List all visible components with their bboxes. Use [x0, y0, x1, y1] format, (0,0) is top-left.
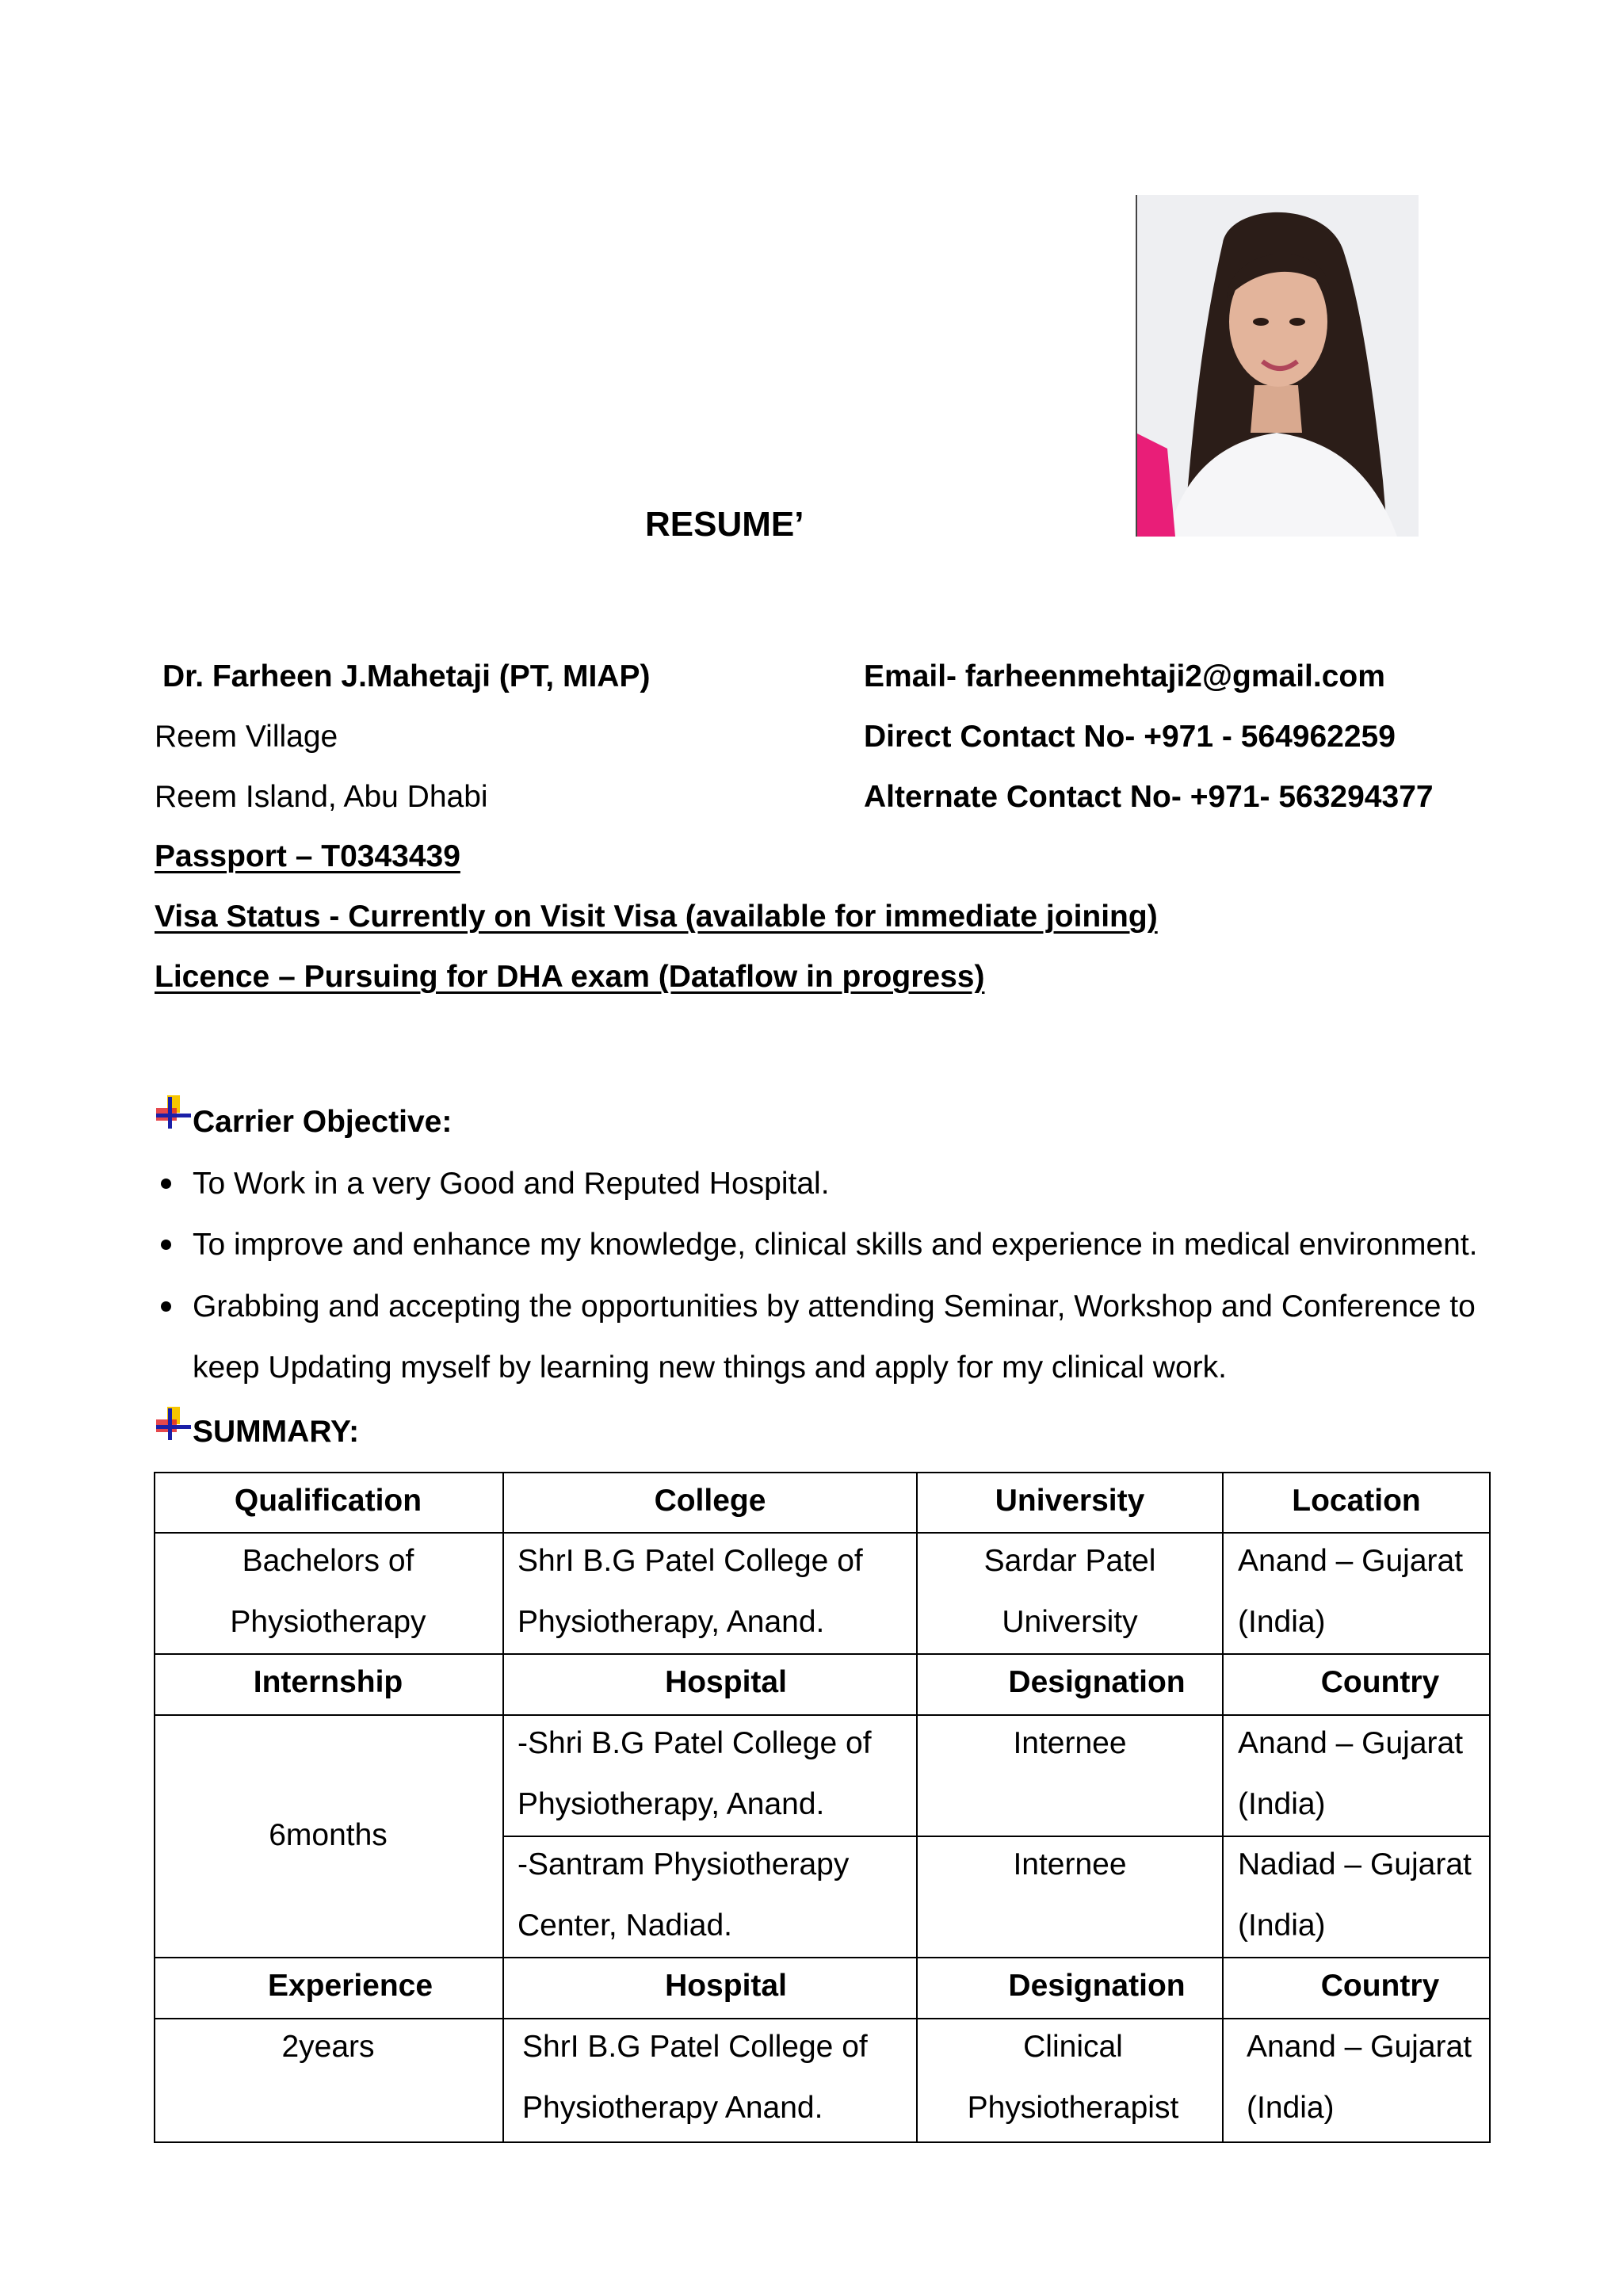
table-cell: Anand – Gujarat	[1238, 1544, 1464, 1578]
direct-contact-line: Direct Contact No- +971 - 564962259	[864, 720, 1396, 754]
profile-photo	[1136, 195, 1419, 537]
table-cell: (India)	[1238, 1787, 1326, 1821]
header-cell: Country	[1320, 1665, 1440, 1699]
email-line: Email- farheenmehtaji2@gmail.com	[864, 659, 1385, 693]
table-cell: Physiotherapy	[230, 1605, 426, 1639]
table-cell: -Shri B.G Patel College of	[517, 1726, 872, 1760]
table-cell: Clinical	[1023, 2030, 1123, 2064]
header-cell: Qualification	[234, 1484, 422, 1518]
table-cell: Internee	[1013, 1726, 1127, 1760]
summary-heading: SUMMARY:	[193, 1415, 360, 1449]
objective-item: To improve and enhance my knowledge, clinical skills and experience in medical environment.	[193, 1228, 1478, 1262]
table-cell: Physiotherapist	[967, 2091, 1179, 2125]
objective-heading: Carrier Objective:	[193, 1105, 453, 1139]
table-cell: Nadiad – Gujarat	[1238, 1847, 1472, 1881]
profile-photo-image	[1136, 195, 1419, 537]
address-line-2: Reem Island, Abu Dhabi	[155, 780, 488, 814]
bullet-icon	[161, 1301, 171, 1312]
table-cell: Internee	[1013, 1847, 1127, 1881]
table-cell: 6months	[269, 1818, 388, 1852]
objective-item: Grabbing and accepting the opportunities by attending Seminar, Workshop and Conference to	[193, 1289, 1476, 1324]
table-cell: Anand – Gujarat	[1238, 1726, 1464, 1760]
bullet-icon	[161, 1240, 171, 1250]
table-cell: Physiotherapy, Anand.	[517, 1605, 825, 1639]
objective-item-continuation: keep Updating myself by learning new things and apply for my clinical work.	[193, 1350, 1227, 1385]
objective-item: To Work in a very Good and Reputed Hospital.	[193, 1167, 830, 1201]
document-title: RESUME’	[645, 505, 804, 544]
table-cell: Physiotherapy, Anand.	[517, 1787, 825, 1821]
header-cell: University	[995, 1484, 1145, 1518]
table-cell: ShrI B.G Patel College of	[522, 2030, 868, 2064]
alternate-contact-line: Alternate Contact No- +971- 563294377	[864, 780, 1434, 814]
table-cell: Sardar Patel	[983, 1544, 1156, 1578]
visa-status-line: Visa Status - Currently on Visit Visa (available for immediate joining)	[155, 900, 1158, 934]
header-cell: Country	[1320, 1969, 1440, 2003]
table-cell: Bachelors of	[242, 1544, 414, 1578]
header-cell: Designation	[1008, 1969, 1186, 2003]
header-cell: Experience	[267, 1969, 433, 2003]
candidate-name: Dr. Farheen J.Mahetaji (PT, MIAP)	[162, 659, 651, 693]
passport-line: Passport – T0343439	[155, 839, 460, 873]
table-cell: 2years	[281, 2030, 375, 2064]
section-marker-icon	[156, 1095, 191, 1130]
header-cell: Internship	[253, 1665, 403, 1699]
table-cell: ShrI B.G Patel College of	[517, 1544, 863, 1578]
licence-line: Licence – Pursuing for DHA exam (Dataflow in progress)	[155, 960, 985, 994]
table-cell: (India)	[1238, 1605, 1326, 1639]
header-cell: Hospital	[665, 1969, 787, 2003]
header-cell: College	[654, 1484, 766, 1518]
header-cell: Hospital	[665, 1665, 787, 1699]
summary-table	[154, 1472, 1491, 2143]
header-cell: Designation	[1008, 1665, 1186, 1699]
table-cell: University	[1002, 1605, 1138, 1639]
table-cell: (India)	[1238, 1908, 1326, 1943]
table-cell: Physiotherapy Anand.	[522, 2091, 823, 2125]
table-cell: -Santram Physiotherapy	[517, 1847, 850, 1881]
table-cell: (India)	[1247, 2091, 1335, 2125]
bullet-icon	[161, 1179, 171, 1189]
address-line-1: Reem Village	[155, 720, 338, 754]
header-cell: Location	[1292, 1484, 1421, 1518]
section-marker-icon	[156, 1407, 191, 1442]
table-cell: Anand – Gujarat	[1247, 2030, 1472, 2064]
table-cell: Center, Nadiad.	[517, 1908, 733, 1943]
